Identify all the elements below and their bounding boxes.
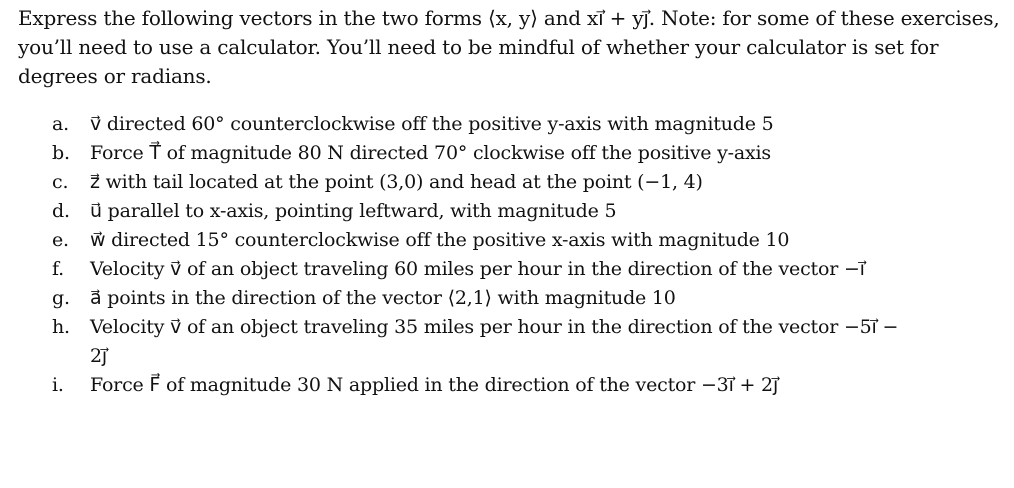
- item-text-line: w⃗ directed 15° counterclockwise off the positive x-axis with magnitude 10: [90, 229, 790, 251]
- item-letter: f.: [52, 258, 64, 280]
- item-text: [90, 139, 1003, 168]
- item-letter: h.: [52, 316, 70, 338]
- item-letter: b.: [52, 142, 70, 164]
- exercise-item-b: [52, 139, 1003, 168]
- exercise-item-c: [52, 168, 1003, 197]
- item-text-line: u⃗ parallel to x-axis, pointing leftward, with magnitude 5: [90, 200, 617, 222]
- document: [18, 4, 1003, 400]
- item-text: [90, 197, 1003, 226]
- exercise-item-e: [52, 226, 1003, 255]
- item-text: [90, 313, 1003, 371]
- intro-paragraph: Express the following vectors in the two forms ⟨x, y⟩ and xi⃗ + yj⃗. Note: for some of these exercises, you’ll need to use a calculator. You’ll need to be mindful of whether your calculator is set for degrees or radians.: [18, 6, 1000, 88]
- item-text-line: v⃗ directed 60° counterclockwise off the positive y-axis with magnitude 5: [90, 113, 774, 135]
- item-text-line: Force T⃗ of magnitude 80 N directed 70° clockwise off the positive y-axis: [90, 142, 771, 164]
- exercise-item-h: [52, 313, 1003, 371]
- exercise-item-a: [52, 110, 1003, 139]
- item-text: [90, 168, 1003, 197]
- item-text: [90, 226, 1003, 255]
- exercise-item-f: [52, 255, 1003, 284]
- item-text-line: Velocity v⃗ of an object traveling 35 miles per hour in the direction of the vector −5i⃗ −: [90, 316, 899, 338]
- item-text: [90, 371, 1003, 400]
- item-letter: g.: [52, 287, 70, 309]
- item-text-line: Force F⃗ of magnitude 30 N applied in the direction of the vector −3i⃗ + 2j⃗: [90, 374, 779, 396]
- exercise-item-d: [52, 197, 1003, 226]
- exercise-list: [18, 110, 1003, 400]
- item-text-line: Velocity v⃗ of an object traveling 60 miles per hour in the direction of the vector −i⃗: [90, 258, 865, 280]
- item-text: [90, 255, 1003, 284]
- exercise-item-i: [52, 371, 1003, 400]
- item-letter: a.: [52, 113, 69, 135]
- item-letter: d.: [52, 200, 70, 222]
- item-text: [90, 110, 1003, 139]
- item-text-line: a⃗ points in the direction of the vector ⟨2,1⟩ with magnitude 10: [90, 287, 676, 309]
- item-letter: i.: [52, 374, 64, 396]
- exercise-item-g: [52, 284, 1003, 313]
- item-letter: e.: [52, 229, 69, 251]
- item-text-continuation: 2j⃗: [90, 345, 107, 367]
- item-text-line: z⃗ with tail located at the point (3,0) and head at the point (−1, 4): [90, 171, 703, 193]
- item-letter: c.: [52, 171, 69, 193]
- item-text: [90, 284, 1003, 313]
